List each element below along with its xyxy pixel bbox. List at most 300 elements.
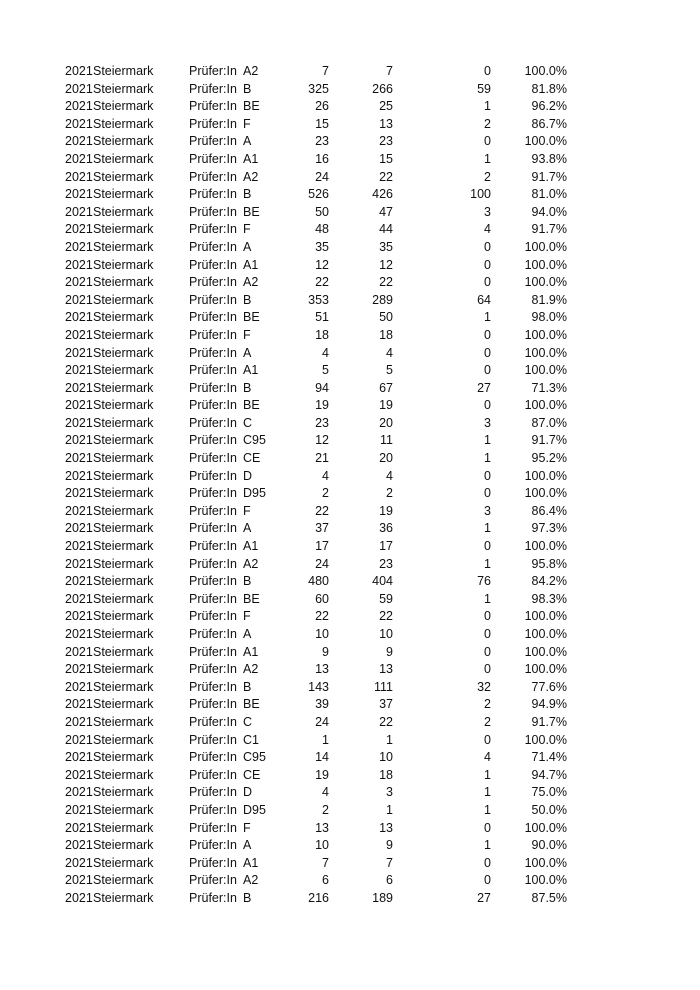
cell-total: 1 [322, 732, 329, 747]
cell-passed: 50 [379, 310, 393, 325]
cell-pass-rate: 100.0% [524, 662, 567, 677]
cell-failed: 2 [484, 116, 491, 131]
cell-failed: 0 [484, 363, 491, 378]
cell-region: Steiermark [93, 222, 154, 237]
cell-region: Steiermark [93, 591, 154, 606]
cell-role: Prüfer:In [189, 574, 237, 589]
cell-license-class: CE [243, 451, 261, 466]
cell-year: 2021 [65, 451, 93, 466]
cell-year: 2021 [65, 714, 93, 729]
cell-passed: 404 [372, 574, 393, 589]
cell-failed: 3 [484, 415, 491, 430]
cell-pass-rate: 71.3% [531, 380, 567, 395]
cell-failed: 2 [484, 169, 491, 184]
cell-total: 23 [315, 415, 329, 430]
cell-failed: 1 [484, 838, 491, 853]
cell-year: 2021 [65, 574, 93, 589]
cell-year: 2021 [65, 415, 93, 430]
cell-license-class: BE [243, 398, 260, 413]
cell-role: Prüfer:In [189, 556, 237, 571]
cell-failed: 1 [484, 521, 491, 536]
cell-passed: 10 [379, 627, 393, 641]
cell-total: 216 [308, 890, 329, 905]
cell-failed: 1 [484, 556, 491, 571]
cell-license-class: F [243, 503, 251, 518]
cell-failed: 0 [484, 609, 491, 624]
cell-year: 2021 [65, 750, 93, 765]
cell-license-class: CE [243, 767, 261, 782]
cell-region: Steiermark [93, 99, 154, 114]
cell-total: 14 [315, 750, 329, 765]
cell-license-class: A1 [243, 644, 259, 659]
cell-license-class: A2 [243, 64, 259, 78]
cell-region: Steiermark [93, 275, 154, 290]
cell-total: 2 [322, 486, 329, 501]
table-row [0, 362, 700, 380]
cell-total: 24 [315, 556, 329, 571]
cell-year: 2021 [65, 591, 93, 606]
cell-failed: 0 [484, 539, 491, 554]
cell-role: Prüfer:In [189, 64, 237, 78]
cell-failed: 0 [484, 327, 491, 342]
cell-failed: 0 [484, 275, 491, 290]
cell-pass-rate: 100.0% [524, 609, 567, 624]
cell-region: Steiermark [93, 239, 154, 254]
cell-year: 2021 [65, 662, 93, 677]
cell-region: Steiermark [93, 151, 154, 166]
cell-pass-rate: 95.8% [531, 556, 567, 571]
cell-passed: 289 [372, 292, 393, 307]
table-row [0, 608, 700, 626]
table-row [0, 890, 700, 908]
cell-pass-rate: 100.0% [524, 275, 567, 290]
cell-pass-rate: 100.0% [524, 345, 567, 360]
cell-pass-rate: 91.7% [531, 169, 567, 184]
cell-pass-rate: 100.0% [524, 486, 567, 501]
cell-passed: 13 [379, 820, 393, 835]
cell-region: Steiermark [93, 890, 154, 905]
cell-total: 5 [322, 363, 329, 378]
cell-total: 12 [315, 257, 329, 272]
cell-total: 353 [308, 292, 329, 307]
cell-pass-rate: 84.2% [531, 574, 567, 589]
cell-pass-rate: 96.2% [531, 99, 567, 114]
cell-failed: 0 [484, 627, 491, 641]
cell-role: Prüfer:In [189, 380, 237, 395]
table-row [0, 784, 700, 802]
cell-region: Steiermark [93, 134, 154, 149]
cell-role: Prüfer:In [189, 275, 237, 290]
cell-license-class: D95 [243, 802, 266, 817]
cell-passed: 3 [386, 785, 393, 800]
cell-license-class: A1 [243, 151, 259, 166]
cell-pass-rate: 95.2% [531, 451, 567, 466]
cell-year: 2021 [65, 838, 93, 853]
cell-failed: 64 [477, 292, 491, 307]
cell-passed: 7 [386, 855, 393, 870]
cell-role: Prüfer:In [189, 679, 237, 694]
cell-year: 2021 [65, 116, 93, 131]
cell-failed: 1 [484, 151, 491, 166]
cell-passed: 67 [379, 380, 393, 395]
cell-region: Steiermark [93, 363, 154, 378]
cell-license-class: A1 [243, 855, 259, 870]
cell-year: 2021 [65, 644, 93, 659]
cell-pass-rate: 86.4% [531, 503, 567, 518]
cell-region: Steiermark [93, 451, 154, 466]
cell-pass-rate: 94.9% [531, 697, 567, 712]
cell-total: 21 [315, 451, 329, 466]
cell-region: Steiermark [93, 838, 154, 853]
cell-total: 13 [315, 662, 329, 677]
cell-total: 19 [315, 398, 329, 413]
cell-year: 2021 [65, 486, 93, 501]
cell-region: Steiermark [93, 574, 154, 589]
table-row [0, 714, 700, 732]
cell-total: 480 [308, 574, 329, 589]
cell-year: 2021 [65, 134, 93, 149]
cell-passed: 20 [379, 451, 393, 466]
cell-license-class: C [243, 714, 253, 729]
cell-license-class: B [243, 890, 252, 905]
table-row [0, 151, 700, 169]
cell-failed: 0 [484, 468, 491, 483]
table-row [0, 221, 700, 239]
cell-pass-rate: 50.0% [531, 802, 567, 817]
cell-total: 143 [308, 679, 329, 694]
cell-pass-rate: 97.3% [531, 521, 567, 536]
cell-failed: 0 [484, 239, 491, 254]
cell-role: Prüfer:In [189, 257, 237, 272]
cell-role: Prüfer:In [189, 415, 237, 430]
table-row [0, 802, 700, 820]
cell-pass-rate: 77.6% [531, 679, 567, 694]
cell-license-class: F [243, 609, 251, 624]
table-row [0, 309, 700, 327]
cell-failed: 3 [484, 204, 491, 219]
cell-passed: 20 [379, 415, 393, 430]
cell-role: Prüfer:In [189, 697, 237, 712]
cell-license-class: A [243, 627, 252, 641]
cell-region: Steiermark [93, 873, 154, 888]
cell-role: Prüfer:In [189, 767, 237, 782]
cell-total: 22 [315, 609, 329, 624]
cell-year: 2021 [65, 345, 93, 360]
cell-pass-rate: 100.0% [524, 64, 567, 78]
cell-pass-rate: 81.8% [531, 81, 567, 96]
cell-pass-rate: 91.7% [531, 433, 567, 448]
cell-total: 23 [315, 134, 329, 149]
cell-passed: 5 [386, 363, 393, 378]
cell-passed: 9 [386, 838, 393, 853]
cell-role: Prüfer:In [189, 802, 237, 817]
cell-license-class: B [243, 574, 252, 589]
cell-failed: 3 [484, 503, 491, 518]
cell-license-class: B [243, 81, 252, 96]
cell-region: Steiermark [93, 116, 154, 131]
table-row [0, 872, 700, 890]
cell-license-class: BE [243, 697, 260, 712]
cell-passed: 10 [379, 750, 393, 765]
cell-failed: 0 [484, 644, 491, 659]
cell-pass-rate: 91.7% [531, 714, 567, 729]
cell-license-class: D [243, 468, 253, 483]
cell-region: Steiermark [93, 327, 154, 342]
table-row [0, 204, 700, 222]
cell-failed: 59 [477, 81, 491, 96]
cell-total: 22 [315, 275, 329, 290]
cell-total: 60 [315, 591, 329, 606]
cell-passed: 1 [386, 732, 393, 747]
cell-region: Steiermark [93, 169, 154, 184]
cell-license-class: C95 [243, 750, 266, 765]
cell-region: Steiermark [93, 644, 154, 659]
cell-year: 2021 [65, 679, 93, 694]
cell-role: Prüfer:In [189, 451, 237, 466]
cell-license-class: BE [243, 591, 260, 606]
cell-failed: 27 [477, 380, 491, 395]
cell-role: Prüfer:In [189, 820, 237, 835]
cell-total: 24 [315, 714, 329, 729]
cell-license-class: C [243, 415, 253, 430]
cell-failed: 1 [484, 433, 491, 448]
cell-region: Steiermark [93, 679, 154, 694]
cell-region: Steiermark [93, 785, 154, 800]
cell-region: Steiermark [93, 627, 154, 641]
cell-total: 10 [315, 838, 329, 853]
cell-passed: 11 [380, 433, 393, 448]
cell-passed: 13 [379, 662, 393, 677]
cell-year: 2021 [65, 222, 93, 237]
cell-total: 26 [315, 99, 329, 114]
cell-total: 4 [322, 345, 329, 360]
table-row [0, 468, 700, 486]
table-row [0, 485, 700, 503]
cell-failed: 0 [484, 732, 491, 747]
cell-license-class: A2 [243, 169, 259, 184]
cell-failed: 0 [484, 486, 491, 501]
cell-passed: 25 [379, 99, 393, 114]
cell-failed: 0 [484, 64, 491, 78]
cell-license-class: B [243, 187, 252, 202]
cell-license-class: A1 [243, 363, 259, 378]
table-row [0, 591, 700, 609]
cell-license-class: F [243, 222, 251, 237]
cell-region: Steiermark [93, 292, 154, 307]
cell-pass-rate: 71.4% [531, 750, 567, 765]
cell-license-class: A2 [243, 556, 259, 571]
cell-passed: 22 [379, 275, 393, 290]
cell-failed: 0 [484, 662, 491, 677]
table-row [0, 239, 700, 257]
table-row [0, 696, 700, 714]
cell-region: Steiermark [93, 662, 154, 677]
cell-passed: 23 [379, 134, 393, 149]
cell-year: 2021 [65, 890, 93, 905]
cell-failed: 1 [484, 802, 491, 817]
cell-license-class: BE [243, 204, 260, 219]
cell-license-class: C1 [243, 732, 259, 747]
cell-license-class: A [243, 521, 252, 536]
cell-total: 94 [315, 380, 329, 395]
cell-failed: 0 [484, 134, 491, 149]
cell-failed: 2 [484, 714, 491, 729]
cell-passed: 266 [372, 81, 393, 96]
cell-failed: 0 [484, 257, 491, 272]
cell-pass-rate: 100.0% [524, 134, 567, 149]
table-row [0, 415, 700, 433]
cell-role: Prüfer:In [189, 81, 237, 96]
cell-total: 7 [322, 855, 329, 870]
cell-total: 9 [322, 644, 329, 659]
cell-license-class: A [243, 838, 252, 853]
table-row [0, 257, 700, 275]
cell-passed: 35 [379, 239, 393, 254]
cell-role: Prüfer:In [189, 539, 237, 554]
cell-region: Steiermark [93, 187, 154, 202]
cell-pass-rate: 100.0% [524, 468, 567, 483]
cell-year: 2021 [65, 609, 93, 624]
cell-pass-rate: 93.8% [531, 151, 567, 166]
table-row [0, 520, 700, 538]
table-row [0, 749, 700, 767]
cell-pass-rate: 90.0% [531, 838, 567, 853]
cell-license-class: F [243, 820, 251, 835]
cell-total: 4 [322, 468, 329, 483]
cell-year: 2021 [65, 539, 93, 554]
cell-region: Steiermark [93, 81, 154, 96]
cell-passed: 22 [379, 169, 393, 184]
cell-role: Prüfer:In [189, 873, 237, 888]
cell-region: Steiermark [93, 257, 154, 272]
cell-total: 526 [308, 187, 329, 202]
cell-year: 2021 [65, 855, 93, 870]
cell-year: 2021 [65, 257, 93, 272]
cell-region: Steiermark [93, 732, 154, 747]
cell-failed: 0 [484, 855, 491, 870]
cell-role: Prüfer:In [189, 732, 237, 747]
cell-failed: 4 [484, 222, 491, 237]
cell-year: 2021 [65, 187, 93, 202]
cell-total: 18 [315, 327, 329, 342]
cell-region: Steiermark [93, 380, 154, 395]
cell-total: 13 [315, 820, 329, 835]
cell-year: 2021 [65, 398, 93, 413]
cell-year: 2021 [65, 327, 93, 342]
cell-role: Prüfer:In [189, 503, 237, 518]
cell-role: Prüfer:In [189, 521, 237, 536]
cell-total: 50 [315, 204, 329, 219]
cell-year: 2021 [65, 204, 93, 219]
cell-year: 2021 [65, 820, 93, 835]
cell-failed: 0 [484, 398, 491, 413]
cell-passed: 12 [379, 257, 393, 272]
table-row [0, 573, 700, 591]
cell-role: Prüfer:In [189, 627, 237, 641]
cell-pass-rate: 91.7% [531, 222, 567, 237]
cell-passed: 9 [386, 644, 393, 659]
cell-passed: 18 [379, 767, 393, 782]
table-row [0, 397, 700, 415]
cell-license-class: A2 [243, 662, 259, 677]
cell-region: Steiermark [93, 697, 154, 712]
cell-license-class: F [243, 116, 251, 131]
cell-passed: 15 [379, 151, 393, 166]
cell-role: Prüfer:In [189, 398, 237, 413]
cell-passed: 22 [379, 609, 393, 624]
cell-year: 2021 [65, 732, 93, 747]
cell-total: 37 [315, 521, 329, 536]
cell-year: 2021 [65, 521, 93, 536]
cell-region: Steiermark [93, 310, 154, 325]
cell-role: Prüfer:In [189, 785, 237, 800]
cell-passed: 19 [379, 503, 393, 518]
cell-role: Prüfer:In [189, 116, 237, 131]
cell-passed: 17 [379, 539, 393, 554]
cell-passed: 189 [372, 890, 393, 905]
table-row [0, 450, 700, 468]
cell-year: 2021 [65, 503, 93, 518]
cell-year: 2021 [65, 239, 93, 254]
cell-year: 2021 [65, 310, 93, 325]
cell-year: 2021 [65, 292, 93, 307]
cell-passed: 36 [379, 521, 393, 536]
cell-pass-rate: 100.0% [524, 732, 567, 747]
cell-pass-rate: 100.0% [524, 239, 567, 254]
cell-total: 12 [315, 433, 329, 448]
cell-total: 22 [315, 503, 329, 518]
cell-role: Prüfer:In [189, 204, 237, 219]
cell-role: Prüfer:In [189, 310, 237, 325]
cell-license-class: A [243, 239, 252, 254]
cell-pass-rate: 81.9% [531, 292, 567, 307]
cell-license-class: A [243, 345, 252, 360]
cell-pass-rate: 100.0% [524, 820, 567, 835]
cell-passed: 2 [386, 486, 393, 501]
cell-pass-rate: 100.0% [524, 327, 567, 342]
cell-pass-rate: 94.7% [531, 767, 567, 782]
cell-region: Steiermark [93, 714, 154, 729]
cell-role: Prüfer:In [189, 486, 237, 501]
cell-total: 48 [315, 222, 329, 237]
table-row [0, 432, 700, 450]
cell-pass-rate: 81.0% [531, 187, 567, 202]
table-row [0, 538, 700, 556]
cell-total: 16 [315, 151, 329, 166]
cell-total: 4 [322, 785, 329, 800]
table-row [0, 63, 700, 81]
cell-year: 2021 [65, 468, 93, 483]
cell-passed: 426 [372, 187, 393, 202]
cell-pass-rate: 98.0% [531, 310, 567, 325]
cell-pass-rate: 87.5% [531, 890, 567, 905]
cell-failed: 1 [484, 99, 491, 114]
cell-passed: 1 [386, 802, 393, 817]
cell-year: 2021 [65, 433, 93, 448]
cell-total: 17 [315, 539, 329, 554]
cell-failed: 100 [470, 187, 491, 202]
cell-license-class: A [243, 134, 252, 149]
cell-passed: 4 [386, 468, 393, 483]
table-row [0, 98, 700, 116]
cell-region: Steiermark [93, 820, 154, 835]
cell-pass-rate: 94.0% [531, 204, 567, 219]
cell-pass-rate: 100.0% [524, 398, 567, 413]
cell-failed: 0 [484, 820, 491, 835]
cell-role: Prüfer:In [189, 750, 237, 765]
cell-total: 51 [315, 310, 329, 325]
cell-passed: 44 [379, 222, 393, 237]
